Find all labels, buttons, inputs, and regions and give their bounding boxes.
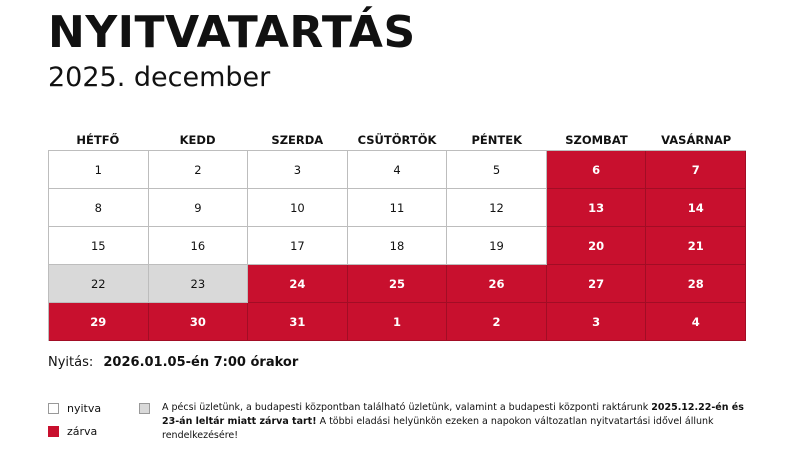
day-cell: 22 xyxy=(49,265,149,303)
day-cell: 17 xyxy=(248,227,348,265)
weekday-label: CSÜTÖRTÖK xyxy=(357,133,437,147)
legend-item-closed xyxy=(48,425,101,438)
day-cell: 6 xyxy=(547,151,647,189)
note-text xyxy=(162,401,749,443)
day-cell: 16 xyxy=(149,227,249,265)
note-bold-text: 2025.12.22-én és 23-án leltár miatt zárva tart! xyxy=(162,402,744,427)
day-cell: 2 xyxy=(447,303,547,341)
day-cell: 15 xyxy=(49,227,149,265)
legend-open-label: nyitva xyxy=(67,402,102,415)
day-cell: 27 xyxy=(547,265,647,303)
day-cell: 20 xyxy=(547,227,647,265)
day-cell: 30 xyxy=(149,303,249,341)
opening-label: Nyitás: xyxy=(48,355,94,370)
weekday-label: SZERDA xyxy=(271,133,324,147)
day-cell: 12 xyxy=(447,189,547,227)
day-cell: 9 xyxy=(149,189,249,227)
partial-swatch xyxy=(139,403,150,414)
day-cell: 25 xyxy=(348,265,448,303)
day-cell: 18 xyxy=(348,227,448,265)
day-cell: 26 xyxy=(447,265,547,303)
page-title: NYITVATARTÁS xyxy=(48,7,416,58)
day-cell: 1 xyxy=(49,151,149,189)
opening-info xyxy=(48,355,298,370)
closed-swatch xyxy=(48,426,59,437)
day-cell: 23 xyxy=(149,265,249,303)
day-cell: 24 xyxy=(248,265,348,303)
note-text-part: A többi eladási helyünkön ezeken a napokon változatlan nyitvatartási idővel állunk rendelkezésére! xyxy=(162,416,714,441)
day-cell: 28 xyxy=(646,265,746,303)
weekday-label: KEDD xyxy=(179,133,216,147)
day-cell: 8 xyxy=(49,189,149,227)
day-cell: 13 xyxy=(547,189,647,227)
calendar-grid xyxy=(48,150,746,341)
day-cell: 5 xyxy=(447,151,547,189)
page-subtitle: 2025. december xyxy=(48,62,271,93)
legend-closed-label: zárva xyxy=(67,425,98,438)
day-cell: 14 xyxy=(646,189,746,227)
day-cell: 21 xyxy=(646,227,746,265)
day-cell: 7 xyxy=(646,151,746,189)
day-cell: 1 xyxy=(348,303,448,341)
calendar xyxy=(48,130,746,341)
open-swatch xyxy=(48,403,59,414)
weekday-label: VASÁRNAP xyxy=(661,133,732,147)
weekday-header xyxy=(48,130,746,150)
day-cell: 3 xyxy=(547,303,647,341)
day-cell: 4 xyxy=(646,303,746,341)
day-cell: 2 xyxy=(149,151,249,189)
legend xyxy=(48,402,101,448)
note-text-part: A pécsi üzletünk, a budapesti központban található üzletünk, valamint a budapesti központi raktárunk xyxy=(162,402,652,413)
weekday-label: PÉNTEK xyxy=(471,133,522,147)
day-cell: 31 xyxy=(248,303,348,341)
day-cell: 10 xyxy=(248,189,348,227)
inventory-note xyxy=(139,401,749,443)
day-cell: 3 xyxy=(248,151,348,189)
day-cell: 29 xyxy=(49,303,149,341)
weekday-label: SZOMBAT xyxy=(565,133,628,147)
day-cell: 11 xyxy=(348,189,448,227)
day-cell: 4 xyxy=(348,151,448,189)
weekday-label: HÉTFŐ xyxy=(76,133,120,147)
legend-item-open xyxy=(48,402,101,415)
day-cell: 19 xyxy=(447,227,547,265)
opening-value: 2026.01.05-én 7:00 órakor xyxy=(103,355,299,370)
